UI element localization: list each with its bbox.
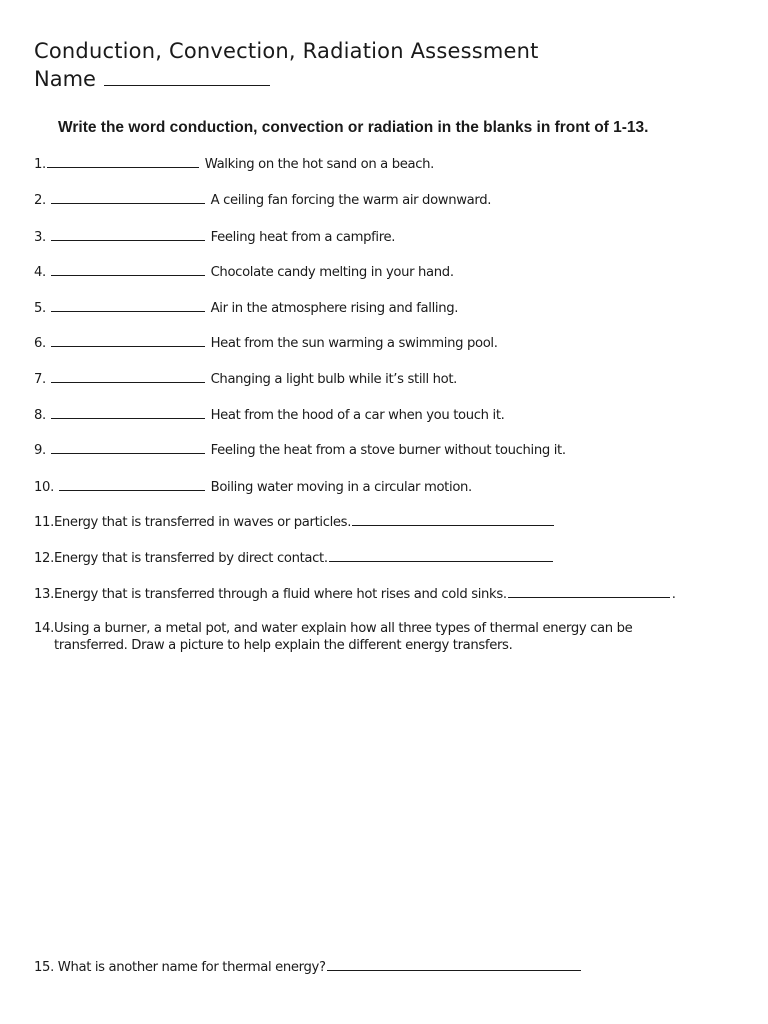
question-14 xyxy=(34,620,734,654)
name-label: Name xyxy=(34,67,96,91)
answer-blank[interactable] xyxy=(51,441,205,454)
name-blank[interactable] xyxy=(104,67,270,86)
answer-blank[interactable] xyxy=(51,370,205,383)
answer-blank[interactable] xyxy=(59,478,205,491)
question-4 xyxy=(34,263,454,282)
question-number: 5. xyxy=(34,301,46,316)
question-text: Energy that is transferred by direct contact. xyxy=(53,551,328,566)
question-text: Heat from the sun warming a swimming pool. xyxy=(210,336,498,351)
question-number: 13. xyxy=(34,587,54,602)
question-number: 4. xyxy=(34,265,46,280)
question-text: Boiling water moving in a circular motion. xyxy=(210,480,472,495)
page-title: Conduction, Convection, Radiation Assessment xyxy=(34,39,539,63)
question-9 xyxy=(34,441,566,460)
question-number: 11. xyxy=(34,515,54,530)
question-text: Walking on the hot sand on a beach. xyxy=(204,157,435,172)
answer-blank[interactable] xyxy=(51,263,205,276)
question-text: Energy that is transferred through a fluid where hot rises and cold sinks. xyxy=(53,587,507,602)
name-field-row xyxy=(34,66,270,92)
question-number: 15. xyxy=(34,960,54,975)
question-number: 10. xyxy=(34,480,54,495)
question-10 xyxy=(34,478,472,497)
answer-blank[interactable] xyxy=(327,958,581,971)
question-number: 12. xyxy=(34,551,54,566)
question-number: 3. xyxy=(34,230,46,245)
question-text: A ceiling fan forcing the warm air downward. xyxy=(210,193,492,208)
question-text: Changing a light bulb while it’s still hot. xyxy=(210,372,458,387)
question-text: Feeling the heat from a stove burner without touching it. xyxy=(210,443,566,458)
instructions: Write the word conduction, convection or radiation in the blanks in front of 1-13. xyxy=(58,119,649,136)
question-8 xyxy=(34,406,505,425)
question-suffix: . xyxy=(671,587,676,602)
question-number: 9. xyxy=(34,443,46,458)
question-12 xyxy=(34,549,555,568)
answer-blank[interactable] xyxy=(47,155,199,168)
question-1 xyxy=(34,155,434,174)
question-text: Energy that is transferred in waves or particles. xyxy=(53,515,352,530)
question-number: 1. xyxy=(34,157,46,172)
question-text-line1: Using a burner, a metal pot, and water explain how all three types of thermal energy can be xyxy=(53,621,633,636)
answer-blank[interactable] xyxy=(329,549,553,562)
question-15 xyxy=(34,958,583,977)
answer-blank[interactable] xyxy=(51,406,205,419)
question-text: Heat from the hood of a car when you touch it. xyxy=(210,408,505,423)
question-text: Feeling heat from a campfire. xyxy=(210,230,396,245)
question-text-line2: transferred. Draw a picture to help explain the different energy transfers. xyxy=(54,638,513,653)
question-text: What is another name for thermal energy? xyxy=(57,960,326,975)
question-2 xyxy=(34,191,491,210)
question-6 xyxy=(34,334,498,353)
answer-blank[interactable] xyxy=(51,228,205,241)
answer-blank[interactable] xyxy=(508,585,670,598)
question-number: 6. xyxy=(34,336,46,351)
question-text: Chocolate candy melting in your hand. xyxy=(210,265,454,280)
question-5 xyxy=(34,299,458,318)
question-3 xyxy=(34,228,395,247)
question-number: 2. xyxy=(34,193,46,208)
question-text: Air in the atmosphere rising and falling. xyxy=(210,301,459,316)
question-number: 7. xyxy=(34,372,46,387)
question-number: 8. xyxy=(34,408,46,423)
question-13 xyxy=(34,585,676,604)
question-7 xyxy=(34,370,457,389)
answer-blank[interactable] xyxy=(51,191,205,204)
question-11 xyxy=(34,513,556,532)
answer-blank[interactable] xyxy=(51,334,205,347)
answer-blank[interactable] xyxy=(51,299,205,312)
question-number: 14. xyxy=(34,621,54,636)
answer-blank[interactable] xyxy=(352,513,554,526)
